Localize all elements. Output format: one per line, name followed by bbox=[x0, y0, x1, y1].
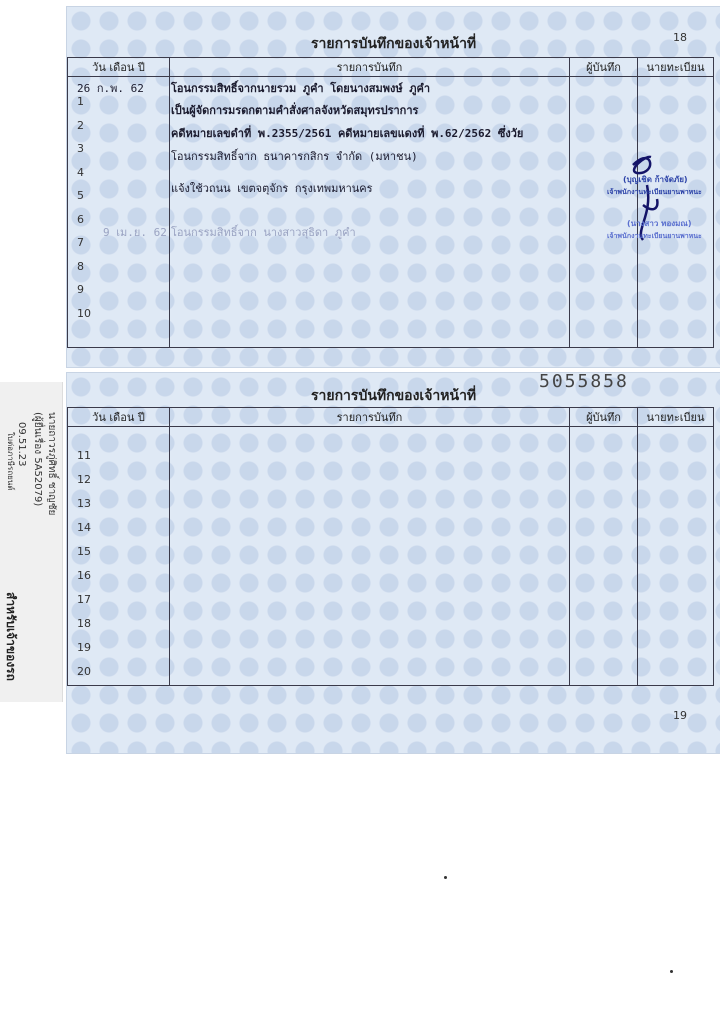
entry-date: 26 ก.พ. 62 bbox=[77, 82, 144, 95]
entry-line: เป็นผู้จัดการมรดกตามคำสั่งศาลจังหวัดสมุทรปราการ bbox=[171, 104, 419, 117]
header-recorder: ผู้บันทึก bbox=[570, 408, 638, 427]
receipt-plate: (ผู้ยื่นเรื่อง 5A52079) bbox=[32, 412, 43, 507]
speck bbox=[444, 876, 447, 879]
row-number: 15 bbox=[77, 545, 91, 558]
page-number: 19 bbox=[673, 709, 687, 722]
row-number: 2 bbox=[77, 118, 84, 132]
header-registrar: นายทะเบียน bbox=[638, 58, 714, 77]
row-number: 16 bbox=[77, 569, 91, 582]
receipt-doc: สำหรับเจ้าของรถ bbox=[4, 592, 18, 681]
entry-line: คดีหมายเลขดำที่ พ.2355/2561 คดีหมายเลขแดงที่ พ.62/2562 ซึ่งวัย bbox=[171, 127, 524, 140]
header-date: วัน เดือน ปี bbox=[68, 408, 170, 427]
row-number: 17 bbox=[77, 593, 91, 606]
row-number: 20 bbox=[77, 665, 91, 678]
stamp-name: (บุญเชิด ก้าจัดภัย) bbox=[623, 175, 688, 184]
header-record: รายการบันทึก bbox=[170, 408, 570, 427]
entry-line: โอนกรรมสิทธิ์จาก ธนาคารกสิกร จำกัด (มหาชน) bbox=[171, 150, 418, 163]
page-number: 18 bbox=[673, 31, 687, 44]
row-number: 10 bbox=[77, 306, 91, 320]
page-title: รายการบันทึกของเจ้าหน้าที่ bbox=[311, 36, 477, 52]
row-number: 11 bbox=[77, 449, 91, 462]
page-title: รายการบันทึกของเจ้าหน้าที่ bbox=[311, 388, 477, 404]
row-number: 13 bbox=[77, 497, 91, 510]
row-number: 14 bbox=[77, 521, 91, 534]
record-page-18 bbox=[66, 6, 720, 368]
receipt-name: นายถาวรภู่ศิทธิ์ ชาญชัย bbox=[46, 412, 57, 516]
side-receipt bbox=[0, 382, 63, 702]
receipt-time: 09.51.23 bbox=[16, 422, 27, 467]
stamp-name: (นางสาว ทองมณ) bbox=[627, 219, 692, 228]
receipt-office: ใบต่อภาษีรถยนต์ bbox=[6, 432, 15, 491]
stamp-title: เจ้าพนักงานทะเบียนยานพาหนะ bbox=[607, 232, 702, 240]
row-number: 8 bbox=[77, 259, 84, 273]
row-number: 12 bbox=[77, 473, 91, 486]
header-record: รายการบันทึก bbox=[170, 58, 570, 77]
header-date: วัน เดือน ปี bbox=[68, 58, 170, 77]
row-number: 1 bbox=[77, 95, 84, 108]
entry-line: โอนกรรมสิทธิ์จากนายรวม ภูคำ โดยนางสมพงษ์ ภูคำ bbox=[171, 82, 431, 95]
header-registrar: นายทะเบียน bbox=[638, 408, 714, 427]
row-number: 3 bbox=[77, 142, 84, 155]
row-number: 6 bbox=[77, 212, 84, 226]
row-number: 9 bbox=[77, 283, 84, 296]
entry-line: โอนกรรมสิทธิ์จาก นางสาวสุธิดา ภูคำ bbox=[171, 226, 356, 239]
record-table bbox=[67, 407, 714, 686]
row-number: 5 bbox=[77, 189, 84, 202]
row-number: 18 bbox=[77, 617, 91, 630]
entry-date: 9 เม.ย. 62 bbox=[103, 226, 167, 239]
row-number: 7 bbox=[77, 236, 84, 249]
speck bbox=[670, 970, 673, 973]
entry-line: แจ้งใช้วถนน เขตจตุจักร กรุงเทพมหานคร bbox=[171, 182, 373, 195]
row-number: 19 bbox=[77, 641, 91, 654]
header-recorder: ผู้บันทึก bbox=[570, 58, 638, 77]
serial-number: 5055858 bbox=[539, 371, 629, 392]
stamp-title: เจ้าพนักงานทะเบียนยานพาหนะ bbox=[607, 188, 702, 196]
record-page-19 bbox=[66, 372, 720, 754]
row-number: 4 bbox=[77, 165, 84, 179]
